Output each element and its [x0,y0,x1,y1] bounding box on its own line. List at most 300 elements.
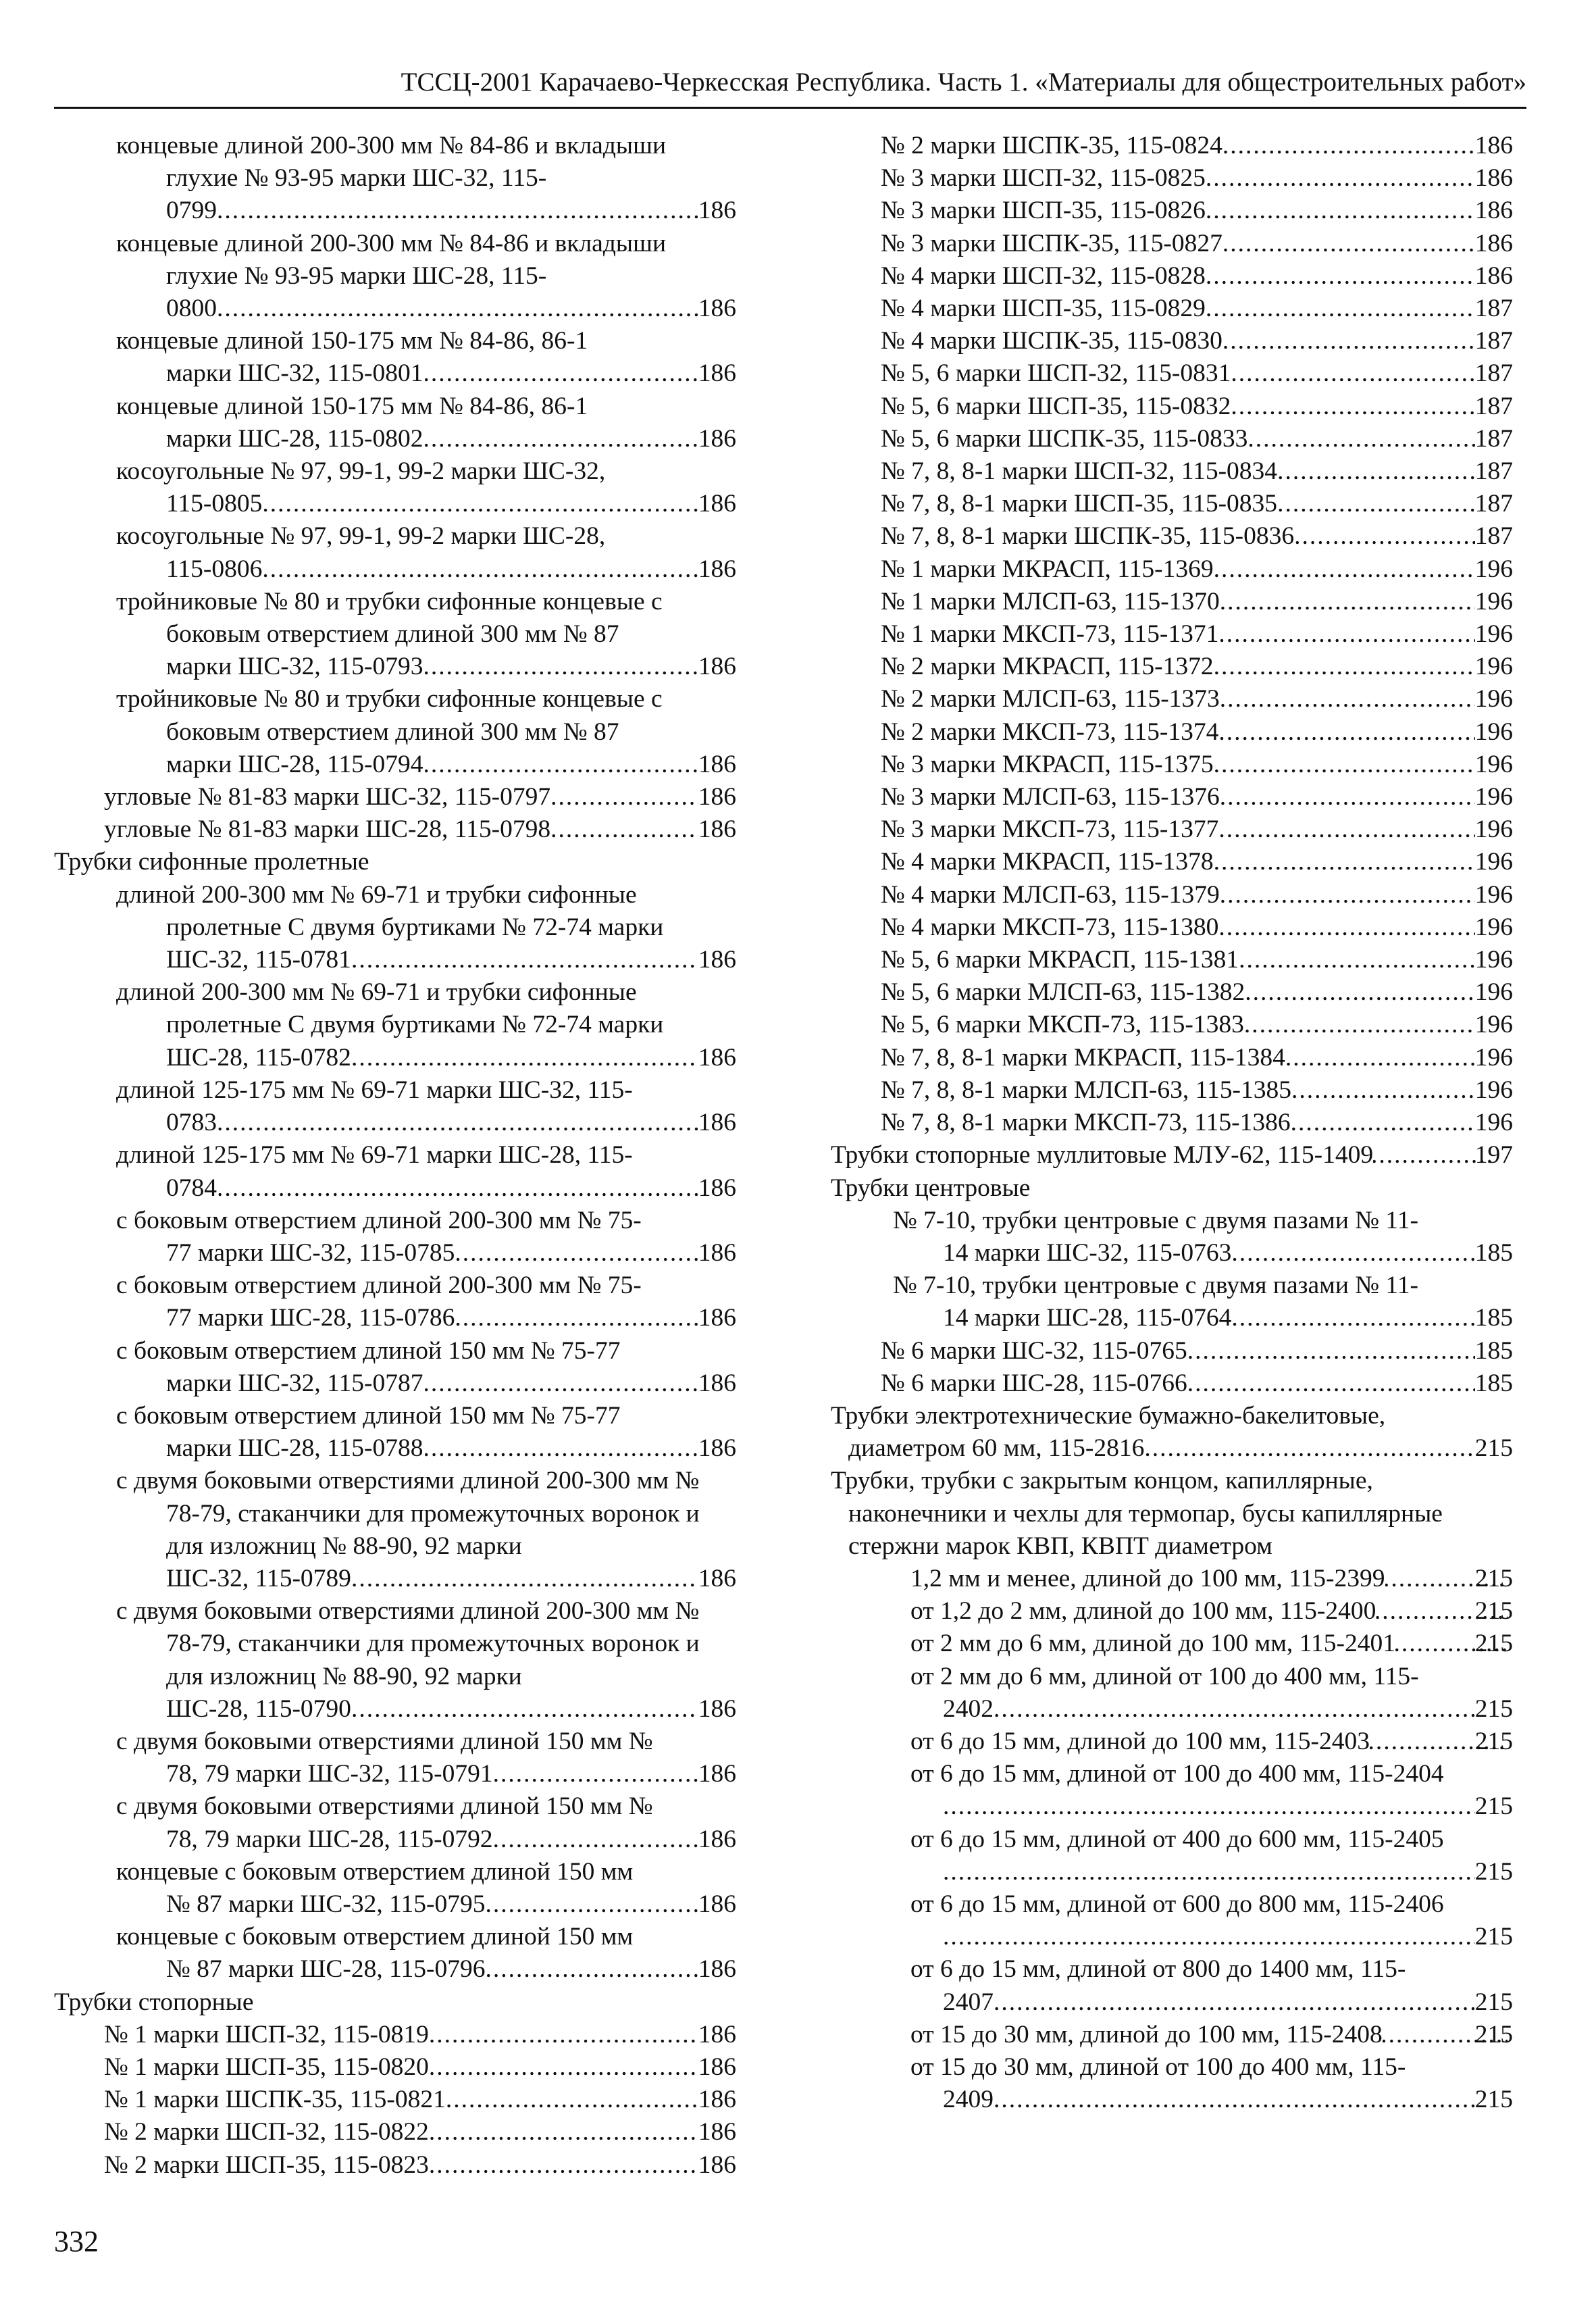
leader-line [166,1367,736,1400]
page-ref: 196 [1474,1076,1513,1104]
index-entry [54,781,736,813]
page-ref: 185 [1474,1369,1513,1397]
entry-text: косоугольные № 97, 99-1, 99-2 марки ШС-28, [116,522,606,551]
leader-line [166,749,736,781]
page-ref: 186 [698,1694,736,1723]
page-ref: 196 [1474,653,1513,681]
page-ref: 196 [1474,555,1513,583]
index-entry [54,1205,736,1269]
leader-line [943,1856,1513,1888]
dot-leader [423,1367,698,1400]
entry-label: № 3 марки МЛСП-63, 115-1376 [881,783,1220,811]
dot-leader [1245,976,1474,1009]
index-entry [831,1888,1513,1953]
dot-leader [1206,195,1475,227]
page-ref: 186 [698,1434,736,1463]
entry-text: тройниковые № 80 и трубки сифонные концевые с боковым отверстием длиной 300 мм № 87 [116,587,663,649]
entry-label: № 5, 6 марки МКСП-73, 115-1383 [881,1011,1244,1039]
dot-leader [1220,879,1475,911]
entry-label: 0784 [166,1174,217,1202]
entry-label: № 4 марки ШСП-35, 115-0829 [881,295,1206,323]
index-entry [831,1269,1513,1334]
index-entry [831,391,1513,423]
leader-line [104,2149,736,2182]
entry-label: 78, 79 марки ШС-32, 115-0791 [166,1760,493,1788]
leader-line [166,1693,736,1726]
page-ref: 186 [698,295,736,323]
leader-line [881,1335,1513,1367]
entry-label: № 4 марки МКРАСП, 115-1378 [881,848,1214,876]
index-entry [831,846,1513,878]
entry-label: № 1 марки ШСП-32, 115-0819 [104,2020,429,2048]
leader-line [881,781,1513,813]
leader-line [166,1823,736,1856]
index-entry [54,1790,736,1855]
entry-label: № 1 марки МКРАСП, 115-1369 [881,555,1214,583]
entry-text: от 6 до 15 мм, длиной от 400 до 600 мм, 115-2405 [910,1825,1444,1853]
dot-leader [455,1237,698,1269]
entry-text: длиной 125-175 мм № 69-71 марки ШС-32, 115- [116,1076,633,1104]
entry-label: 14 марки ШС-32, 115-0763 [943,1238,1232,1267]
index-entry [54,130,736,228]
entry-label: № 3 марки МКСП-73, 115-1377 [881,815,1219,844]
entry-text: от 15 до 30 мм, длиной от 100 до 400 мм, 115- [910,2053,1406,2081]
page-ref: 196 [1474,913,1513,941]
page-ref: 215 [1474,1597,1513,1626]
entry-label: 77 марки ШС-32, 115-0785 [166,1238,455,1267]
dot-leader [262,488,698,520]
entry-text: с двумя боковыми отверстиями длиной 200-300 мм № 78-79, стаканчики для промежуточных воронок и для изложниц № 88-90, 92 марки [116,1467,700,1560]
page-ref: 186 [698,2053,736,2081]
entry-label: № 5, 6 марки ШСП-35, 115-0832 [881,392,1231,420]
page-ref: 186 [698,815,736,844]
dot-leader [1214,749,1475,781]
leader-line [881,1074,1513,1107]
dot-leader [429,2051,698,2084]
leader-line [881,228,1513,260]
page-ref: 185 [1474,1336,1513,1365]
dot-leader [1187,1335,1475,1367]
index-entry [54,325,736,390]
entry-text: от 6 до 15 мм, длиной от 100 до 400 мм, 115-2404 [910,1760,1444,1788]
leader-line [104,2019,736,2051]
index-entry [831,1823,1513,1888]
entry-label: № 5, 6 марки ШСП-32, 115-0831 [881,359,1231,388]
page-ref: 186 [1474,229,1513,257]
entry-label: ШС-28, 115-0790 [166,1694,351,1723]
index-entry [54,1335,736,1400]
entry-label: № 7, 8, 8-1 марки ШСП-35, 115-0835 [881,490,1278,518]
entry-label: № 3 марки ШСПК-35, 115-0827 [881,229,1222,257]
index-entry [54,2116,736,2148]
dot-leader [429,2019,698,2051]
index-entry [54,813,736,846]
running-header: ТССЦ-2001 Карачаево-Черкесская Республика. Часть 1. «Материалы для общестроительных работ» [401,68,1526,97]
leader-line [881,357,1513,390]
leader-line [166,293,736,325]
leader-line [166,1107,736,1139]
entry-label: № 7, 8, 8-1 марки МКРАСП, 115-1384 [881,1043,1285,1072]
index-entry [54,2084,736,2116]
leader-line [881,293,1513,325]
entry-label: № 1 марки ШСПК-35, 115-0821 [104,2086,446,2114]
entry-label: № 7, 8, 8-1 марки МКСП-73, 115-1386 [881,1109,1291,1137]
index-entry [831,749,1513,781]
index-entry [831,325,1513,357]
entry-text: косоугольные № 97, 99-1, 99-2 марки ШС-32, [116,457,606,486]
index-entry [831,293,1513,325]
page-ref: 187 [1474,424,1513,453]
dot-leader [1277,488,1475,520]
dot-leader [1220,781,1475,813]
entry-label: 115-0805 [166,490,263,518]
dot-leader [1291,1074,1475,1107]
leader-line [881,130,1513,162]
dot-leader [1220,586,1475,618]
dot-leader [1218,911,1474,944]
page-ref: 186 [698,653,736,681]
page-ref: 186 [698,1760,736,1788]
entry-label: Трубки стопорные муллитовые МЛУ-62, 115-1409 [831,1141,1374,1169]
leader-line [166,651,736,683]
entry-label: ШС-32, 115-0781 [166,946,351,974]
page-ref: 215 [1474,1857,1513,1886]
page-ref: 215 [1474,1630,1513,1658]
leader-line [881,618,1513,651]
entry-text: № 7-10, трубки центровые с двумя пазами № 11- [893,1272,1419,1300]
dot-leader [1218,716,1474,749]
index-entry [54,683,736,781]
entry-label: № 2 марки МЛСП-63, 115-1373 [881,685,1220,713]
leader-line [881,1042,1513,1074]
index-entry [54,1726,736,1790]
page-ref: 215 [1474,1923,1513,1951]
entry-label: № 5, 6 марки МЛСП-63, 115-1382 [881,978,1245,1007]
page-ref: 187 [1474,457,1513,486]
dot-leader [1291,1107,1475,1139]
leader-line [166,1042,736,1074]
dot-leader [994,1693,1475,1726]
dot-leader [217,195,698,227]
entry-label: 77 марки ШС-28, 115-0786 [166,1304,455,1332]
index-entry [831,455,1513,488]
index-entry [831,1074,1513,1107]
page-ref: 186 [698,2020,736,2048]
page-ref: 186 [698,783,736,811]
index-entry [831,2051,1513,2116]
entry-label: № 6 марки ШС-28, 115-0766 [881,1369,1187,1397]
entry-label: № 3 марки МКРАСП, 115-1375 [881,750,1214,778]
entry-label: № 7, 8, 8-1 марки ШСП-32, 115-0834 [881,457,1278,486]
leader-line [943,1302,1513,1334]
index-entry [54,2019,736,2051]
page-ref: 196 [1474,685,1513,713]
index-entry [831,1953,1513,2018]
page-ref: 215 [1474,2020,1513,2048]
leader-line [881,488,1513,520]
index-entry [831,520,1513,553]
entry-label: 115-0806 [166,555,263,583]
entry-label: марки ШС-28, 115-0788 [166,1434,423,1463]
index-entry [831,976,1513,1009]
entry-label: от 15 до 30 мм, длиной до 100 мм, 115-2408 [910,2020,1383,2048]
page-ref: 196 [1474,978,1513,1007]
entry-label: № 3 марки ШСП-35, 115-0826 [881,197,1206,225]
index-heading [831,1465,1513,1563]
dot-leader [1239,944,1475,976]
entry-label: № 87 марки ШС-32, 115-0795 [166,1890,486,1918]
leader-line [166,1237,736,1269]
page-ref: 196 [1474,1043,1513,1072]
index-entry [831,1726,1513,1758]
page-ref: 186 [698,2150,736,2179]
dot-leader [351,1693,698,1726]
dot-leader [1231,1302,1474,1334]
leader-line [166,553,736,586]
entry-label: от 2 мм до 6 мм, длиной до 100 мм, 115-2401 [910,1630,1396,1658]
index-entry [54,1269,736,1334]
page-ref: 196 [1474,718,1513,746]
page-ref: 196 [1474,750,1513,778]
entry-label: угловые № 81-83 марки ШС-28, 115-0798 [104,815,551,844]
leader-line [943,1921,1513,1953]
dot-leader [423,357,698,390]
leader-line [910,1595,1513,1628]
entry-label: 2409 [943,2086,994,2114]
page-ref: 196 [1474,880,1513,909]
entry-label: № 4 марки ШСПК-35, 115-0830 [881,327,1222,355]
dot-leader [1247,423,1474,455]
page-ref: 186 [698,750,736,778]
entry-label: № 3 марки ШСП-32, 115-0825 [881,164,1206,193]
dot-leader [1222,228,1475,260]
page-ref: 185 [1474,1304,1513,1332]
dot-leader [1231,1237,1474,1269]
leader-line [881,391,1513,423]
dot-leader [217,1172,698,1205]
leader-line [881,520,1513,553]
dot-leader [351,1563,698,1595]
index-heading [831,1172,1513,1205]
index-entry [831,1758,1513,1823]
index-entry [831,260,1513,293]
leader-line [104,2084,736,2116]
dot-leader [1222,130,1475,162]
dot-leader [1144,1432,1474,1465]
index-entry [54,1921,736,1986]
page-ref: 186 [1474,197,1513,225]
index-entry [831,228,1513,260]
entry-text: № 7-10, трубки центровые с двумя пазами № 11- [893,1206,1419,1234]
index-heading [831,1400,1513,1465]
entry-text: от 2 мм до 6 мм, длиной от 100 до 400 мм, 115- [910,1662,1419,1690]
dot-leader [1231,357,1474,390]
entry-text: с боковым отверстием длиной 200-300 мм № 75- [116,1272,642,1300]
entry-text: Трубки центровые [831,1174,1031,1202]
entry-label: 0799 [166,197,217,225]
dot-leader [943,1856,1475,1888]
dot-leader [423,651,698,683]
index-entry [831,357,1513,390]
dot-leader [1294,520,1475,553]
dot-leader [1206,162,1475,195]
leader-line [881,651,1513,683]
dot-leader [1214,846,1475,878]
page-ref: 186 [698,2118,736,2146]
page-ref: 187 [1474,295,1513,323]
entry-label: от 1,2 до 2 мм, длиной до 100 мм, 115-2400 [910,1597,1376,1626]
index-heading [831,1139,1513,1172]
entry-label: № 5, 6 марки МКРАСП, 115-1381 [881,946,1239,974]
page-ref: 186 [698,1564,736,1592]
entry-label: № 2 марки ШСПК-35, 115-0824 [881,132,1222,159]
page-ref: 186 [698,1369,736,1397]
dot-leader [1231,391,1474,423]
index-entry [831,488,1513,520]
page-number: 332 [54,2225,99,2258]
page-ref: 186 [698,555,736,583]
page-ref: 197 [1474,1141,1513,1169]
leader-line [104,2051,736,2084]
leader-line [910,1563,1513,1595]
dot-leader [217,1107,698,1139]
entry-text: Трубки сифонные пролетные [54,848,369,876]
index-entry [831,586,1513,618]
page-ref: 196 [1474,620,1513,649]
page-ref: 215 [1474,2086,1513,2114]
dot-leader [1214,553,1475,586]
leader-line [166,1758,736,1790]
leader-line [104,813,736,846]
index-entry [831,1107,1513,1139]
dot-leader [994,2084,1475,2116]
index-entry [54,520,736,585]
index-entry [831,162,1513,195]
dot-leader [351,944,698,976]
leader-line [881,260,1513,293]
index-entry [831,813,1513,846]
entry-text: Трубки, трубки с закрытым концом, капиллярные, наконечники и чехлы для термопар, бусы капиллярные стержни марок КВП, КВПТ диаметром [831,1467,1443,1560]
page-ref: 186 [698,946,736,974]
page-ref: 186 [1474,164,1513,193]
page-ref: 215 [1474,1434,1513,1463]
dot-leader [1277,455,1475,488]
entry-text: концевые длиной 150-175 мм № 84-86, 86-1 [116,392,588,420]
leader-line [943,1237,1513,1269]
page-ref: 186 [698,1304,736,1332]
index-entry [831,618,1513,651]
entry-text: от 6 до 15 мм, длиной от 600 до 800 мм, 115-2406 [910,1890,1444,1918]
leader-line [881,911,1513,944]
page-ref: 196 [1474,1011,1513,1039]
dot-leader [455,1302,698,1334]
entry-text: Трубки электротехнические бумажно-бакелитовые, [831,1401,1386,1430]
leader-line [881,162,1513,195]
index-entry [831,1595,1513,1628]
index-entry [54,1595,736,1726]
entry-label: от 6 до 15 мм, длиной до 100 мм, 115-2403 [910,1727,1370,1755]
index-entry [54,2149,736,2182]
index-entry [831,716,1513,749]
leader-line [881,749,1513,781]
page-ref: 187 [1474,359,1513,388]
page-ref: 187 [1474,392,1513,420]
leader-line [910,1628,1513,1660]
index-entry [831,1335,1513,1367]
dot-leader [994,1986,1475,2019]
leader-line [881,976,1513,1009]
leader-line [943,2084,1513,2116]
leader-line [831,1139,1513,1172]
dot-leader [486,1953,698,1986]
entry-text: концевые длиной 200-300 мм № 84-86 и вкладыши глухие № 93-95 марки ШС-28, 115- [116,229,667,290]
page-ref: 215 [1474,1727,1513,1755]
leader-line [166,357,736,390]
leader-line [881,586,1513,618]
page-ref: 186 [698,1890,736,1918]
leader-line [166,1953,736,1986]
index-entry [54,976,736,1074]
page-ref: 186 [698,359,736,388]
index-entry [831,1628,1513,1660]
index-entry [54,1139,736,1204]
entry-text: с боковым отверстием длиной 150 мм № 75-77 [116,1336,621,1365]
leader-line [881,846,1513,878]
page-ref: 196 [1474,848,1513,876]
entry-label: 0800 [166,295,217,323]
page-ref: 186 [698,490,736,518]
leader-line [881,1107,1513,1139]
entry-label: № 1 марки МЛСП-63, 115-1370 [881,587,1220,615]
leader-line [881,1367,1513,1400]
index-entry [831,553,1513,586]
page-ref: 196 [1474,1109,1513,1137]
entry-label: № 2 марки МКСП-73, 115-1374 [881,718,1219,746]
entry-text: длиной 200-300 мм № 69-71 и трубки сифонные пролетные С двумя буртиками № 72-74 марки [116,978,664,1039]
page-ref: 186 [698,1174,736,1202]
dot-leader [1187,1367,1475,1400]
entry-label: № 7, 8, 8-1 марки ШСПК-35, 115-0836 [881,522,1295,551]
leader-line [881,195,1513,227]
page-ref: 186 [698,424,736,453]
dot-leader [943,1790,1475,1823]
entry-text: с боковым отверстием длиной 200-300 мм № 75- [116,1206,642,1234]
leader-line [166,1172,736,1205]
page-ref: 196 [1474,815,1513,844]
entry-label: 2407 [943,1988,994,2016]
entry-label: № 87 марки ШС-28, 115-0796 [166,1955,486,1984]
entry-label: № 4 марки МКСП-73, 115-1380 [881,913,1219,941]
entry-text: концевые длиной 150-175 мм № 84-86, 86-1 [116,327,588,355]
page-ref: 186 [698,1238,736,1267]
leader-line [943,1986,1513,2019]
page-ref: 215 [1474,1694,1513,1723]
entry-label: диаметром 60 мм, 115-2816 [848,1434,1145,1463]
leader-line [881,1009,1513,1041]
leader-line [166,423,736,455]
index-entry [831,781,1513,813]
dot-leader [550,781,698,813]
index-entry [54,391,736,455]
entry-label: № 2 марки МКРАСП, 115-1372 [881,653,1214,681]
entry-text: длиной 125-175 мм № 69-71 марки ШС-28, 115- [116,1141,633,1169]
dot-leader [486,1888,698,1921]
index-column-right [831,130,1513,2116]
dot-leader [351,1042,698,1074]
entry-label: ШС-28, 115-0782 [166,1043,351,1072]
dot-leader [1222,325,1475,357]
index-entry [54,1465,736,1595]
